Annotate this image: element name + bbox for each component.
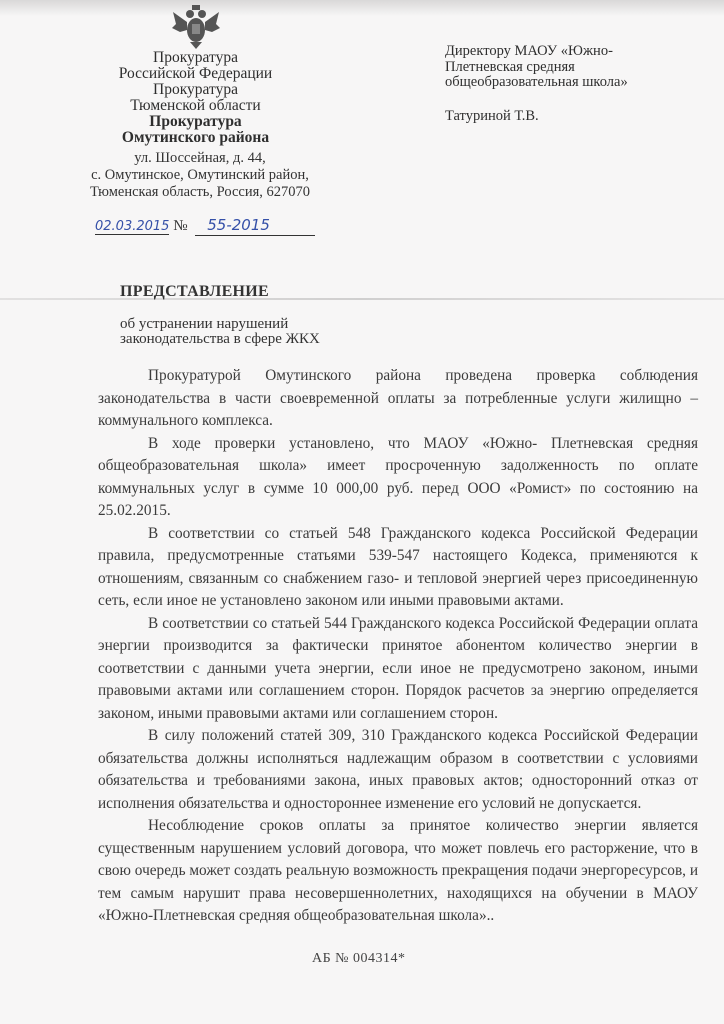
body-paragraph: В силу положений статей 309, 310 Гражданского кодекса Российской Федерации обязательства должны исполняться надлежащим образом в соответствии с условиями обязательства и требованиями закона, иных правовых актов; односторонний отказ от исполнения обязательства и одностороннее изменение его условий не допускается. [98, 727, 698, 812]
document-title: ПРЕДСТАВЛЕНИЕ [120, 283, 270, 300]
scan-edge [0, 0, 724, 16]
address-line: Тюменская область, Россия, 627070 [89, 184, 311, 200]
sender-line: Прокуратура [153, 49, 238, 66]
coat-of-arms-icon [170, 4, 222, 50]
sender-address [80, 150, 320, 201]
address-line: ул. Шоссейная, д. 44, [134, 150, 266, 166]
number-label: № [173, 218, 188, 234]
sender-line: Российской Федерации [118, 65, 273, 82]
body-paragraph: В соответствии со статьей 544 Гражданского кодекса Российской Федерации оплата энергии производится за фактически принятое абонентом количество энергии в соответствии с данными учета энергии, если иное не предусмотрено законом, иными правовыми актами или соглашением сторон. Порядок расчетов за энергию определяется законом, иными правовыми актами или соглашением сторон. [98, 614, 698, 722]
body-paragraph: Несоблюдение сроков оплаты за принятое количество энергии является существенным нарушением условий договора, что может повлечь его расторжение, что в свою очередь может создать реальную возможность прекращения подачи энергоресурсов, и тем самым нарушит права несовершеннолетних, находящихся на обучении в МАОУ «Южно-Плетневская средняя общеобразовательная школа».. [98, 817, 698, 924]
recipient-line: общеобразовательная школа» [445, 74, 628, 90]
recipient-name: Татуриной Т.В. [445, 107, 539, 124]
sender-line: Омутинского района [121, 129, 270, 146]
date-number-line [95, 216, 315, 236]
body-paragraph: В ходе проверки установлено, что МАОУ «Южно- Плетневская средняя общеобразовательная школа» имеет просроченную задолженность по оплате коммунальных услуг в сумме 10 000,00 руб. перед ООО «Ромист» по состоянию на 25.02.2015. [98, 434, 698, 519]
sender-header [88, 50, 303, 146]
address-line: с. Омутинское, Омутинский район, [91, 167, 309, 183]
subtitle-line: законодательства в сфере ЖКХ [120, 331, 320, 347]
body-paragraph: В соответствии со статьей 548 Гражданского кодекса Российской Федерации правила, предусмотренные статьями 539-547 настоящего Кодекса, применяются к отношениям, связанным со снабжением газо- и тепловой энергией через присоединенную сеть, если иное не установлено законом или иными правовыми актами. [98, 524, 698, 609]
handwritten-date: 02.03.2015 [95, 219, 170, 234]
sender-line: Тюменской области [130, 97, 261, 114]
body-paragraph: Прокуратурой Омутинского района проведена проверка соблюдения законодательства в части своевременной оплаты за потребленные услуги жилищно – коммунального комплекса. [98, 367, 698, 429]
handwritten-number: 55-2015 [207, 216, 270, 234]
subtitle-line: об устранении нарушений [120, 316, 289, 332]
sender-line: Прокуратура [149, 113, 242, 130]
paper-fold [0, 298, 724, 300]
document-subtitle [120, 317, 320, 347]
recipient-block [445, 44, 715, 124]
recipient-line: Директору МАОУ «Южно- [445, 43, 613, 59]
recipient-line: Плетневская средняя [445, 58, 575, 75]
document-body [98, 365, 698, 928]
sender-line: Прокуратура [153, 81, 238, 98]
form-serial-number: АБ № 004314* [312, 951, 406, 966]
